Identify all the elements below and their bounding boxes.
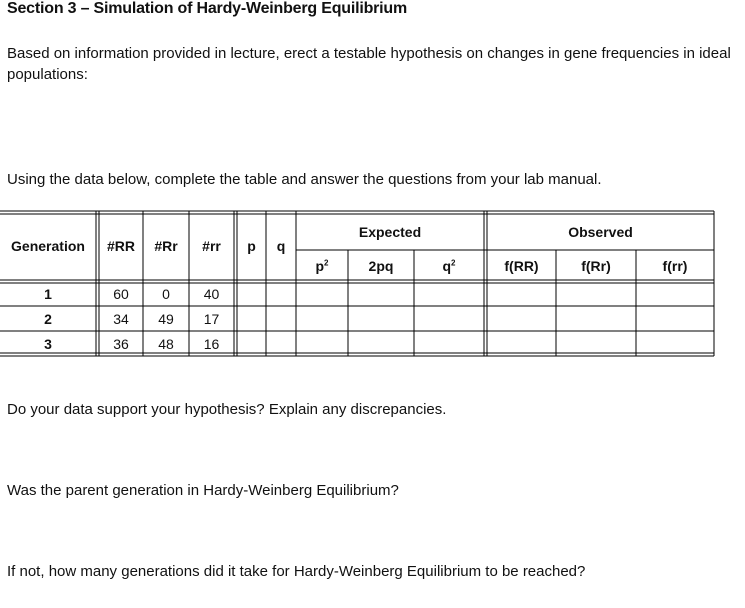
row-1-generation: 1 [44,286,52,302]
p-squared-base: p [315,258,325,274]
row-3-Rr: 48 [158,336,174,352]
question-data-support: Do your data support your hypothesis? Explain any discrepancies. [7,401,447,418]
section-title: Section 3 – Simulation of Hardy-Weinberg Equilibrium [7,0,408,17]
p-squared-exponent: 2 [324,258,329,268]
header-p-squared [296,257,348,275]
row-3-RR: 36 [113,336,129,352]
header-q-squared [414,257,484,275]
row-2-generation: 2 [44,311,52,327]
row-1-Rr: 0 [162,286,170,302]
question-parent-equilibrium: Was the parent generation in Hardy-Weinberg Equilibrium? [7,482,399,499]
header-f-RR: f(RR) [504,258,539,274]
row-2-rr: 17 [203,311,220,327]
header-p: p [247,238,256,254]
row-1-rr: 40 [203,286,220,302]
row-2-RR: 34 [113,311,129,327]
header-observed: Observed [568,224,633,240]
hypothesis-prompt: Based on information provided in lecture, erect a testable hypothesis on changes in gene frequencies in ideal populations: [7,45,731,83]
header-expected: Expected [358,224,422,240]
table-instruction: Using the data below, complete the table and answer the questions from your lab manual. [7,171,602,188]
row-3-rr: 16 [203,336,220,352]
header-rr-het: #Rr [154,238,178,254]
header-f-rr: f(rr) [662,258,688,274]
header-q: q [276,238,286,254]
header-generation: Generation [11,238,85,254]
header-rr-rec: #rr [202,238,221,254]
question-generations-to-equilibrium: If not, how many generations did it take for Hardy-Weinberg Equilibrium to be reached? [7,563,586,580]
row-1-RR: 60 [113,286,129,302]
header-f-Rr: f(Rr) [581,258,611,274]
q-squared-exponent: 2 [451,258,456,268]
header-rr-dom: #RR [106,238,135,254]
row-3-generation: 3 [44,336,52,352]
header-2pq: 2pq [368,258,394,274]
q-squared-base: q [442,258,452,274]
row-2-Rr: 49 [158,311,174,327]
